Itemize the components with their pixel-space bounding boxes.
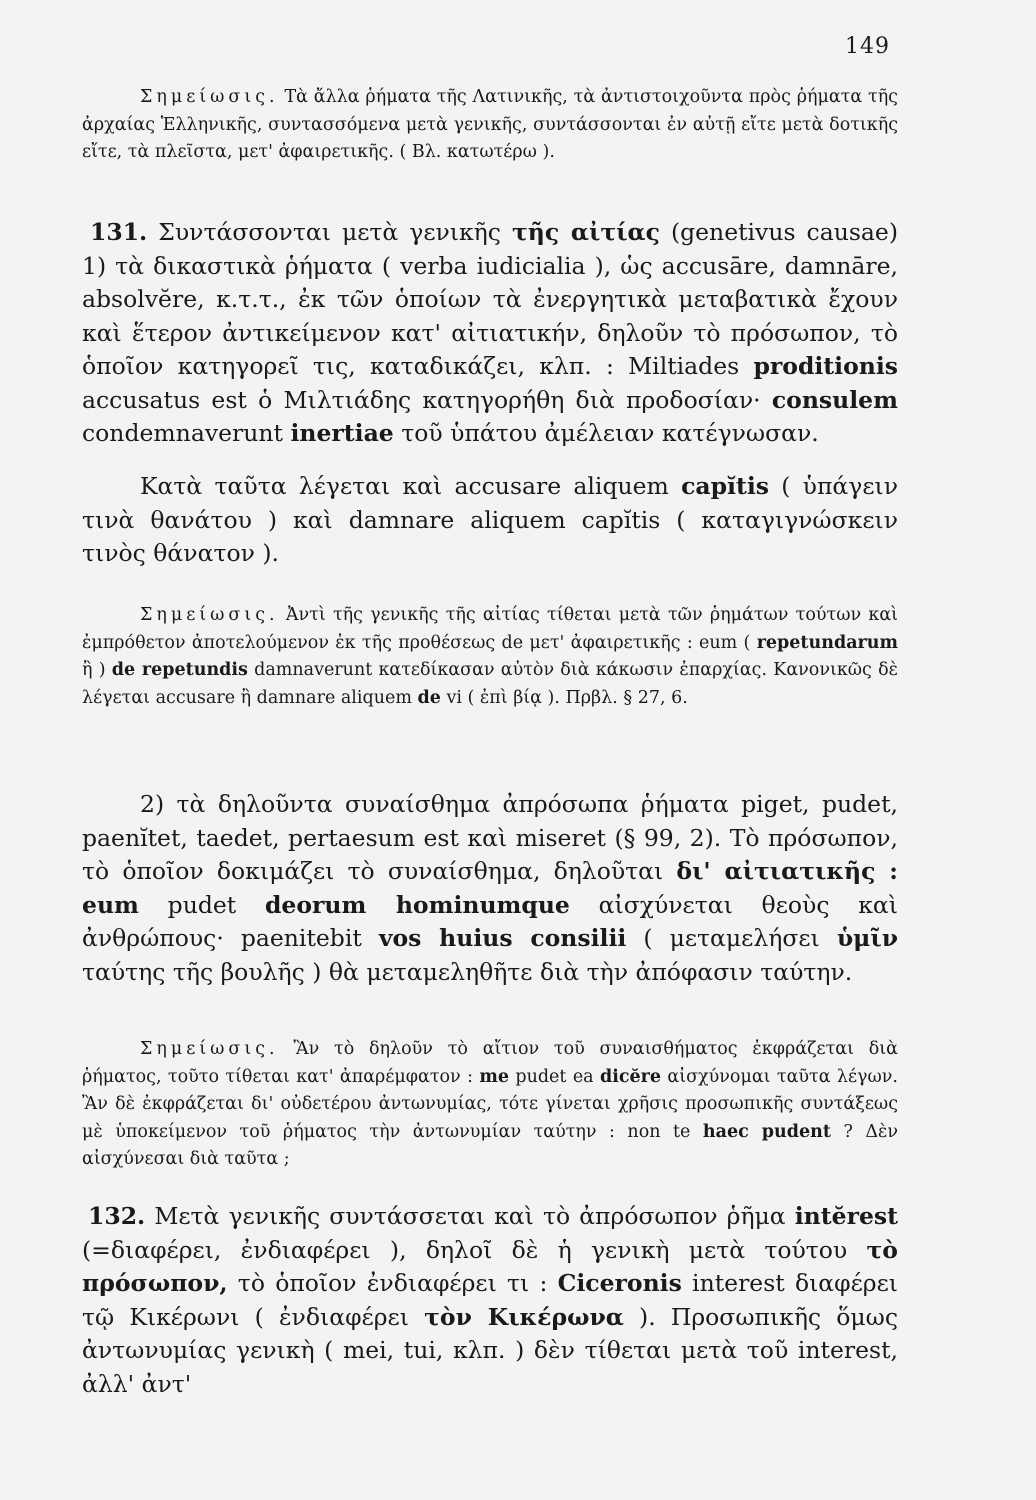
text-run: (=διαφέρει, ἐνδιαφέρει ), δηλοῖ δὲ ἡ γενικὴ μετὰ τούτου	[82, 1235, 867, 1264]
note-label: Σημείωσις.	[140, 605, 279, 625]
text-run: τοῦ ὑπάτου ἀμέλειαν κατέγνωσαν.	[393, 419, 819, 447]
text-run: Κατὰ ταῦτα λέγεται καὶ accusare aliquem	[140, 472, 682, 500]
bold-run: τῆς αἰτίας	[511, 218, 660, 246]
note-1	[82, 84, 898, 167]
text-run: interest διαφέρει τῷ Κικέρωνι ( ἐνδιαφέρει	[82, 1269, 899, 1331]
bold-run: consulem	[771, 385, 898, 414]
text-run: pudet ea	[509, 1066, 600, 1087]
text-run: αἰσχύνεται θεοὺς καὶ ἀνθρώπους· paenitebit	[82, 890, 898, 952]
text-run: Συντάσσονται μετὰ γενικῆς	[147, 218, 512, 246]
bold-run: τὸ πρόσωπον,	[82, 1235, 898, 1297]
text-run: vi ( ἐπὶ βίᾳ ). Πρβλ. § 27, 6.	[440, 687, 688, 708]
section-number: 131.	[90, 218, 148, 246]
note-text: Τὰ ἄλλα ῥήματα τῆς Λατινικῆς, τὰ ἀντιστοιχοῦντα πρὸς ῥήματα τῆς ἀρχαίας Ἑλληνικῆς, συντασσόμενα μετὰ γενικῆς, συντάσσονται ἐν αὐτῇ εἴτε μετὰ δοτικῆς εἴτε, τὰ πλεῖστα, μετ' ἀφαιρετικῆς. ( Βλ. κατωτέρω ).	[82, 87, 898, 162]
bold-run: inertiae	[290, 419, 394, 447]
text-run: (genetivus causae) 1) τὰ δικαστικὰ ῥήματα ( verba iudicialia ), ὡς accusāre, damnāre, absolvĕre, κ.τ.τ., ἐκ τῶν ὁποίων τὰ ἐνεργητικὰ μεταβατικὰ ἔχουν καὶ ἕτερον ἀντικείμενον κατ' αἰτιατικήν, δηλοῦν τὸ πρόσωπον, τὸ ὁποῖον κατηγορεῖ τις, καταδικάζει, κλπ. : Miltiades	[82, 218, 898, 380]
text-run: pudet	[138, 890, 265, 919]
text-run: ). Προσωπικῆς ὅμως ἀντωνυμίας γενικὴ ( mei, tui, κλπ. ) δὲν τίθεται μετὰ τοῦ interest, ἀλλ' ἀντ'	[82, 1302, 898, 1398]
note-label: Σημείωσις.	[140, 87, 279, 107]
bold-run: Ciceronis	[557, 1269, 682, 1297]
section-131-continued	[82, 470, 898, 571]
bold-run: δι' αἰτιατικῆς : eum	[82, 857, 898, 919]
text-run: damnaverunt κατεδίκασαν αὐτὸν διὰ κάκωσιν ἐπαρχίας. Κανονικῶς δὲ λέγεται accusare ἢ damnare aliquem	[82, 660, 898, 708]
page-number: 149	[845, 34, 890, 59]
bold-run: de repetundis	[111, 660, 248, 680]
text-run: condemnaverunt	[82, 419, 291, 447]
bold-run: de	[417, 687, 441, 708]
bold-run: vos huius consilii	[378, 924, 627, 952]
note-label: Σημείωσις.	[140, 1039, 279, 1059]
bold-run: dicĕre	[600, 1066, 662, 1087]
text-run: αἰσχύνομαι ταῦτα λέγων. Ἂν δὲ ἐκφράζεται δι' οὐδετέρου ἀντωνυμίας, τότε γίνεται χρῆσις προσωπικῆς συντάξεως μὲ ὑποκείμενον τοῦ ῥήματος τὴν ἀντωνυμίαν ταύτην : non te	[82, 1066, 898, 1142]
bold-run: haec pudent	[702, 1121, 831, 1142]
bold-run: intĕrest	[794, 1202, 898, 1230]
note-2	[82, 602, 898, 712]
bold-run: ὑμῖν	[836, 924, 898, 952]
bold-run: τὸν Κικέρωνα	[424, 1302, 624, 1331]
note-3	[82, 1036, 898, 1174]
text-run: 2) τὰ δηλοῦντα συναίσθημα ἀπρόσωπα ῥήματα piget, pudet, paenĭtet, taedet, pertaesum est καὶ miseret (§ 99, 2). Τὸ πρόσωπον, τὸ ὁποῖον δοκιμάζει τὸ συναίσθημα, δηλοῦται	[82, 790, 898, 885]
text-run: ? Δὲν αἰσχύνεσαι διὰ ταῦτα ;	[82, 1121, 898, 1169]
text-run: accusatus est ὁ Μιλτιάδης κατηγορήθη διὰ προδοσίαν·	[82, 385, 772, 414]
bold-run: repetundarum	[756, 632, 898, 653]
section-131	[82, 216, 898, 451]
bold-run: capĭtis	[681, 472, 769, 500]
text-run: ἢ )	[82, 660, 112, 680]
text-run: Ἀντὶ τῆς γενικῆς τῆς αἰτίας τίθεται μετὰ τῶν ῥημάτων τούτων καὶ ἐμπρόθετον ἀποτελούμενον ἐκ τῆς προθέσεως de μετ' ἀφαιρετικῆς : eum (	[82, 605, 898, 653]
text-run: ( μεταμελήσει	[626, 924, 837, 952]
text-run: ταύτης τῆς βουλῆς ) θὰ μεταμεληθῆτε διὰ τὴν ἀπόφασιν ταύτην.	[82, 957, 853, 986]
bold-run: proditionis	[753, 352, 898, 380]
text-run: ( ὑπάγειν τινὰ θανάτου ) καὶ damnare aliquem capĭtis ( καταγιγνώσκειν τινὸς θάνατον ).	[82, 472, 898, 567]
text-run: τὸ ὁποῖον ἐνδιαφέρει τι :	[227, 1269, 558, 1297]
bold-run: deorum hominumque	[264, 890, 570, 919]
section-132	[82, 1200, 898, 1401]
bold-run: me	[479, 1066, 509, 1087]
text-run: Ἂν τὸ δηλοῦν τὸ αἴτιον τοῦ συναισθήματος ἐκφράζεται διὰ ῥήματος, τοῦτο τίθεται κατ' ἀπαρέμφατον :	[82, 1039, 898, 1087]
section-131-part-2	[82, 788, 898, 989]
section-number: 132.	[88, 1202, 146, 1230]
text-run: Μετὰ γενικῆς συντάσσεται καὶ τὸ ἀπρόσωπον ῥῆμα	[145, 1202, 795, 1230]
